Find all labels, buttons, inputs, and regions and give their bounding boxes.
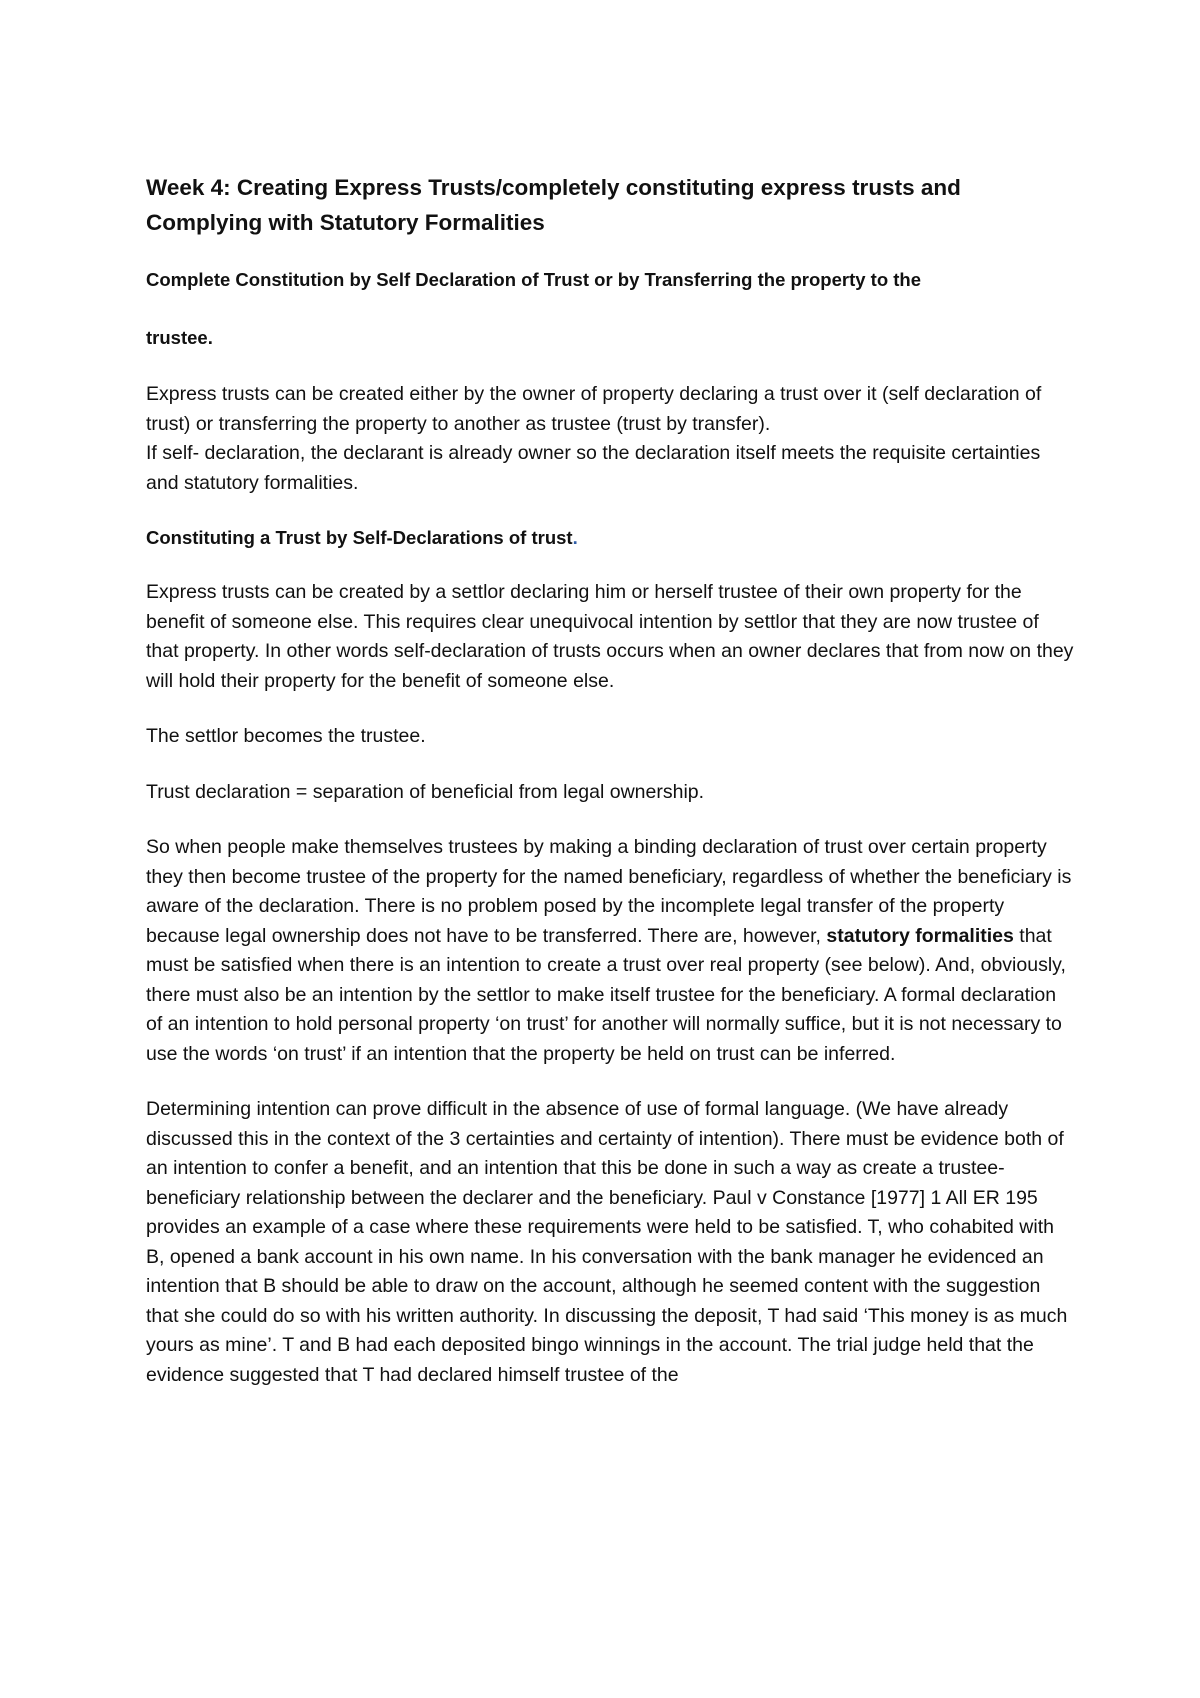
paragraph-self-declaration: If self- declaration, the declarant is already owner so the declaration itself meets the requisite certainties and statutory formalities. [146, 442, 1041, 494]
section-heading-period: . [572, 527, 578, 548]
section-heading-complete-constitution: Complete Constitution by Self Declaration of Trust or by Transferring the property to the [146, 269, 922, 290]
paragraph-express-trusts-creation: Express trusts can be created either by the owner of property declaring a trust over it (self declaration of trust) or transferring the property to another as trustee (trust by transfer). [146, 383, 1042, 435]
section-heading-self-declarations [146, 524, 1076, 552]
paragraph-trust-declaration: Trust declaration = separation of beneficial from legal ownership. [146, 780, 705, 803]
paragraph-settlor-declaring: Express trusts can be created by a settlor declaring him or herself trustee of their own property for the benefit of someone else. This requires clear unequivocal intention by settlor that they are now trustee of that property. In other words self-declaration of trusts occurs when an owner declares that from now on they will hold their property for the benefit of someone else. [146, 581, 1074, 692]
paragraph-settlor-becomes-trustee: The settlor becomes the trustee. [146, 725, 426, 747]
paragraph-binding-declaration-part1: So when people make themselves trustees by making a binding declaration of trust over certain property they then become trustee of the property for the named beneficiary, regardless of whether the beneficiary is aware of the declaration. There is no problem posed by the incomplete legal transfer of the property because legal ownership does not have to be transferred. There are, however, [146, 836, 1072, 947]
document-page [146, 170, 1076, 1416]
paragraph-binding-declaration-part2: that must be satisfied when there is an intention to create a trust over real property (see below). And, obviously, there must also be an intention by the settlor to make itself trustee for the beneficiary. A formal declaration of an intention to hold personal property ‘on trust’ for another will normally suffice, but it is not necessary to use the words ‘on trust’ if an intention that the property be held on trust can be inferred. [146, 924, 1066, 1065]
statutory-formalities-emphasis: statutory formalities [826, 924, 1014, 947]
section-heading-self-declarations-text: Constituting a Trust by Self-Declarations of trust [146, 527, 573, 548]
section-heading-complete-constitution-continued: trustee. [146, 327, 213, 348]
page-title: Week 4: Creating Express Trusts/completely constituting express trusts and Complying with Statutory Formalities [146, 175, 961, 235]
paragraph-determining-intention: Determining intention can prove difficult in the absence of use of formal language. (We have already discussed this in the context of the 3 certainties and certainty of intention). There must be evidence both of an intention to confer a benefit, and an intention that this be done in such a way as create a trustee-beneficiary relationship between the declarer and the beneficiary. Paul v Constance [1977] 1 All ER 195 provides an example of a case where these requirements were held to be satisfied. T, who cohabited with B, opened a bank account in his own name. In his conversation with the bank manager he evidenced an intention that B should be able to draw on the account, although he seemed content with the suggestion that she could do so with his written authority. In discussing the deposit, T had said ‘This money is as much yours as mine’. T and B had each deposited bingo winnings in the account. The trial judge held that the evidence suggested that T had declared himself trustee of the [146, 1098, 1068, 1386]
paragraph-binding-declaration [146, 833, 1076, 1069]
